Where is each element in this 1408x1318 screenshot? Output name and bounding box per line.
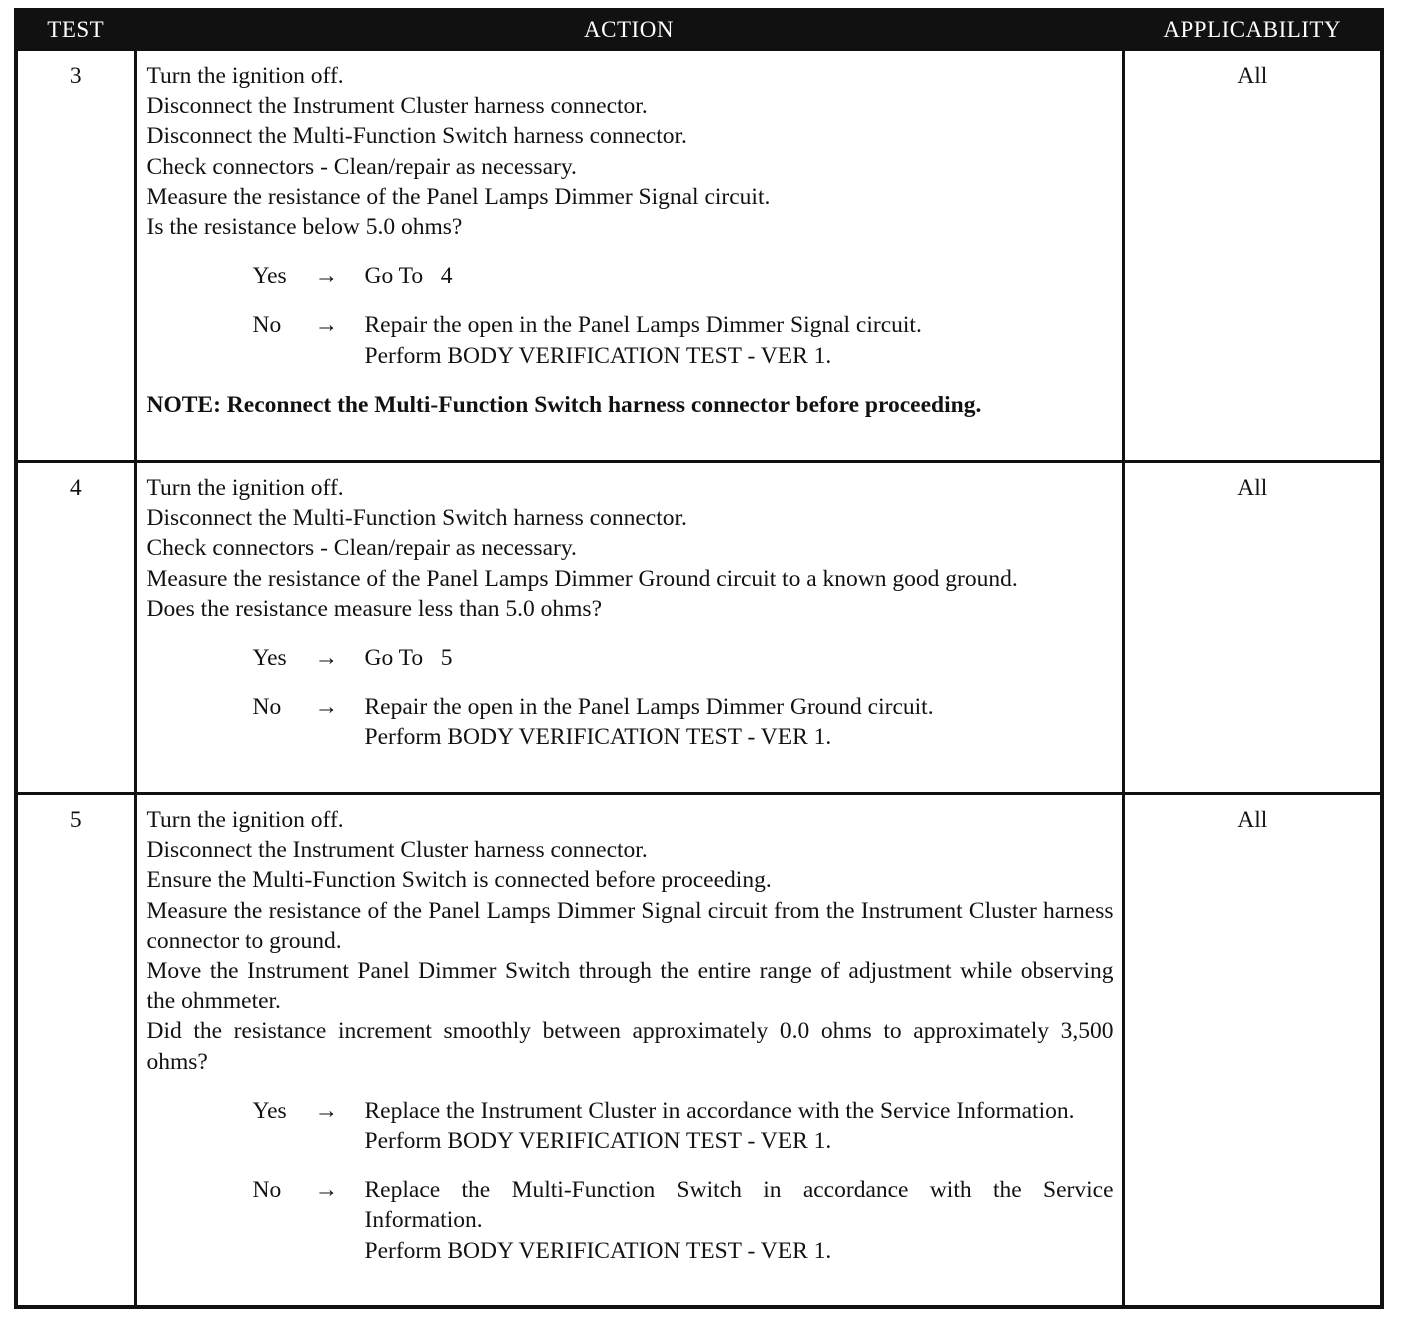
- action-step: Ensure the Multi-Function Switch is connected before proceeding.: [146, 867, 772, 894]
- note: NOTE: Reconnect the Multi-Function Switch harness connector before proceeding.: [146, 391, 982, 418]
- action-cell: [135, 794, 1123, 1307]
- action-step: Move the Instrument Panel Dimmer Switch through the entire range of adjustment while observing the ohmmeter.: [146, 958, 1114, 1015]
- result-line: Replace the Instrument Cluster in accordance with the Service Information.: [364, 1097, 1075, 1124]
- result-line: Go To 4: [364, 263, 453, 290]
- action-step: Measure the resistance of the Panel Lamps Dimmer Ground circuit to a known good ground.: [146, 565, 1018, 592]
- action-step: Turn the ignition off.: [146, 807, 344, 833]
- result-line: Repair the open in the Panel Lamps Dimmer Signal circuit.: [364, 312, 922, 339]
- yes-branch: [147, 261, 1114, 291]
- yes-branch: [147, 643, 1114, 673]
- action-step: Turn the ignition off.: [146, 475, 344, 501]
- right-arrow-icon: →: [314, 312, 338, 339]
- diagnostic-table: [14, 8, 1384, 1309]
- result-line: Perform BODY VERIFICATION TEST - VER 1.: [364, 724, 832, 751]
- test-number: 4: [16, 462, 135, 794]
- no-branch: [147, 1175, 1114, 1266]
- action-step: Disconnect the Multi-Function Switch harness connector.: [146, 123, 687, 150]
- action-step: Did the resistance increment smoothly between approximately 0.0 ohms to approximately 3,500 ohms?: [146, 1018, 1114, 1075]
- table-row: [16, 462, 1382, 794]
- no-branch: [147, 692, 1114, 752]
- no-label: No: [252, 312, 282, 339]
- action-step: Check connectors - Clean/repair as necessary.: [146, 153, 577, 180]
- yes-label: Yes: [252, 1097, 287, 1124]
- result-line: Replace the Multi-Function Switch in accordance with the Service Information.: [364, 1177, 1114, 1234]
- no-result: [365, 692, 1114, 752]
- yes-result: [365, 643, 1114, 673]
- applicability: All: [1123, 794, 1382, 1307]
- action-step: Is the resistance below 5.0 ohms?: [146, 214, 463, 241]
- action-cell: [135, 50, 1123, 462]
- table-row: [16, 50, 1382, 462]
- action-step: Disconnect the Instrument Cluster harness connector.: [146, 837, 648, 864]
- action-cell: [135, 462, 1123, 794]
- yes-result: [365, 1096, 1114, 1156]
- no-result: [365, 1175, 1114, 1266]
- yes-label: Yes: [252, 263, 287, 290]
- yes-label: Yes: [252, 645, 287, 672]
- result-line: Perform BODY VERIFICATION TEST - VER 1.: [364, 1237, 832, 1264]
- table-row: [16, 794, 1382, 1307]
- right-arrow-icon: →: [314, 694, 338, 721]
- header-action: ACTION: [135, 10, 1123, 50]
- right-arrow-icon: →: [314, 645, 338, 672]
- test-number: 3: [16, 50, 135, 462]
- action-step: Disconnect the Instrument Cluster harness connector.: [146, 93, 648, 120]
- yes-result: [365, 261, 1114, 291]
- right-arrow-icon: →: [314, 1177, 338, 1204]
- right-arrow-icon: →: [314, 263, 338, 290]
- no-branch: [147, 310, 1114, 370]
- no-result: [365, 310, 1114, 370]
- table-header-row: [16, 10, 1382, 50]
- action-step: Disconnect the Multi-Function Switch harness connector.: [146, 505, 687, 532]
- action-step: Measure the resistance of the Panel Lamps Dimmer Signal circuit.: [146, 183, 771, 210]
- action-step: Does the resistance measure less than 5.0 ohms?: [146, 595, 603, 622]
- right-arrow-icon: →: [314, 1097, 338, 1124]
- result-line: Perform BODY VERIFICATION TEST - VER 1.: [364, 1128, 832, 1155]
- header-applicability: APPLICABILITY: [1123, 10, 1382, 50]
- yes-branch: [147, 1096, 1114, 1156]
- action-step: Measure the resistance of the Panel Lamps Dimmer Signal circuit from the Instrument Cluster harness connector to ground.: [146, 897, 1114, 954]
- no-label: No: [252, 694, 282, 721]
- diagnostic-table-sheet: [14, 8, 1380, 1304]
- action-step: Check connectors - Clean/repair as necessary.: [146, 535, 577, 562]
- result-line: Perform BODY VERIFICATION TEST - VER 1.: [364, 342, 832, 369]
- no-label: No: [252, 1177, 282, 1204]
- header-test: TEST: [16, 10, 135, 50]
- test-number: 5: [16, 794, 135, 1307]
- result-line: Repair the open in the Panel Lamps Dimmer Ground circuit.: [364, 694, 934, 721]
- applicability: All: [1123, 50, 1382, 462]
- result-line: Go To 5: [364, 645, 453, 672]
- action-step: Turn the ignition off.: [146, 63, 344, 89]
- applicability: All: [1123, 462, 1382, 794]
